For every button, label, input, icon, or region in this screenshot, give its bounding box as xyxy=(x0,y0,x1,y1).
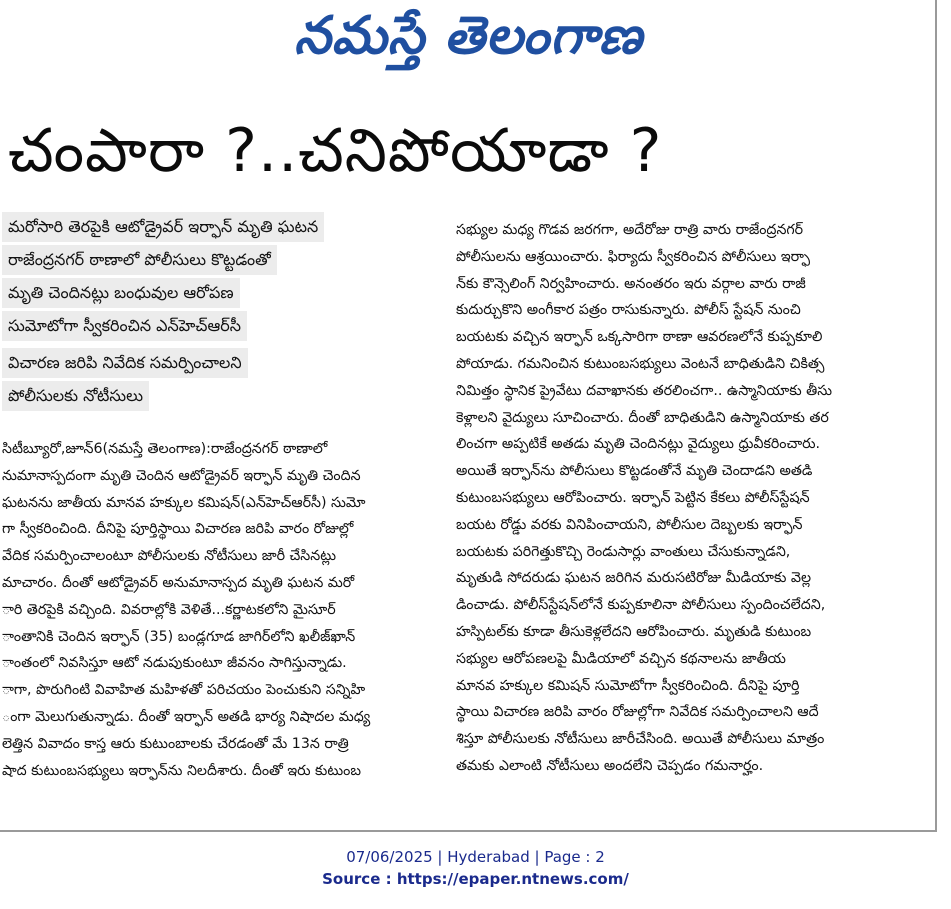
text-line: డించాడు. పోలీస్‌స్టేషన్‌లోనే కుప్పకూలినా పోలీసులు స్పందించలేదని, xyxy=(456,597,826,614)
text-line: గా స్వీకరించింది. దీనిపై పూర్తిస్థాయి విచారణ జరిపి వారం రోజుల్లో xyxy=(2,521,354,538)
dateline: 07/06/2025 | Hyderabad | Page : 2 xyxy=(346,848,605,866)
source-link[interactable]: Source : https://epaper.ntnews.com/ xyxy=(322,870,629,888)
text-line: న్‌కు కౌన్సెలింగ్ నిర్వహించారు. అనంతరం ఇరు వర్గాల వారు రాజీ xyxy=(456,275,806,292)
text-line: అయితే ఇర్ఫాన్‌ను పోలీసులు కొట్టడంతోనే మృతి చెందాడని అతడి xyxy=(456,463,813,480)
text-line: ాగా, పొరుగింటి వివాహిత మహిళతో పరిచయం పెంచుకుని సన్నిహి xyxy=(2,682,366,699)
text-line: కుటుంబసభ్యులు ఆరోపించారు. ఇర్ఫాన్ పెట్టిన కేకలు పోలీస్‌స్టేషన్ xyxy=(456,489,810,506)
page-footer xyxy=(0,846,951,890)
subhead-5: విచారణ జరిపి నివేదిక సమర్పించాలని xyxy=(2,348,248,378)
text-line: నుమానాస్పదంగా మృతి చెందిన ఆటోడ్రైవర్ ఇర్ఫాన్ మృతి చెందిన xyxy=(2,467,361,484)
text-line: షాద కుటుంబసభ్యులు ఇర్ఫాన్‌ను నిలదీశారు. దీంతో ఇరు కుటుంబ xyxy=(2,762,362,779)
subhead-4: సుమోటోగా స్వీకరించిన ఎన్‌హెచ్‌ఆర్‌సీ xyxy=(2,311,247,341)
subhead-6: పోలీసులకు నోటీసులు xyxy=(2,381,149,411)
text-line: సభ్యుల ఆరోపణలపై మీడియాలో వచ్చిన కథనాలను జాతీయ xyxy=(456,650,786,667)
text-line: మృతుడి సోదరుడు ఘటన జరిగిన మరుసటిరోజు మీడియాకు వెల్ల xyxy=(456,570,812,587)
subheadings xyxy=(2,212,440,414)
text-line: లెత్తిన వివాదం కాస్త ఆరు కుటుంబాలకు చేరడంతో మే 13న రాత్రి xyxy=(2,735,349,752)
text-line: ంగా మెలుగుతున్నాడు. దీంతో ఇర్ఫాన్ అతడి భార్య నిషాదల మధ్య xyxy=(2,708,371,725)
article-column-left xyxy=(2,436,440,784)
text-line: ారి తెరపైకి వచ్చింది. వివరాల్లోకి వెళితే...కర్ణాటకలోని మైసూర్ xyxy=(2,601,336,618)
text-line: శిస్తూ పోలీసులకు నోటీసులు జారీచేసింది. అయితే పోలీసులు మాత్రం xyxy=(456,731,825,748)
text-line: సభ్యుల మధ్య గొడవ జరగగా, అదేరోజు రాత్రి వారు రాజేంద్రనగర్ xyxy=(456,222,804,238)
text-line: బయటకు వచ్చిన ఇర్ఫాన్ ఒక్కసారిగా ఠాణా ఆవరణలోనే కుప్పకూలి xyxy=(456,329,823,346)
subhead-1: మరోసారి తెరపైకి ఆటోడ్రైవర్ ఇర్ఫాన్ మృతి ఘటన xyxy=(2,212,324,242)
text-line: వేదిక సమర్పించాలంటూ పోలీసులకు నోటీసులు జారీ చేసినట్లు xyxy=(2,548,337,565)
text-line: సిటీబ్యూరో,జూన్6(నమస్తే తెలంగాణ):రాజేంద్రనగర్ ఠాణాలో xyxy=(2,441,328,457)
text-line: హస్పిటల్‌కు కూడా తీసుకెళ్లలేదని ఆరోపించారు. మృతుడి కుటుంబ xyxy=(456,623,812,640)
article-column-right xyxy=(456,217,932,780)
text-line: లించగా అప్పటికే అతడు మృతి చెందినట్లు వైద్యులు ధ్రువీకరించారు. xyxy=(456,436,820,453)
text-line: బయటకు పరిగెత్తుకొచ్చి రెండుసార్లు వాంతులు చేసుకున్నాడని, xyxy=(456,543,791,560)
text-line: ఘటనను జాతీయ మానవ హక్కుల కమిషన్(ఎన్‌హెచ్ఆర్‌సీ) సుమో xyxy=(2,494,366,511)
text-line: కుదుర్చుకొని అంగీకార పత్రం రాసుకున్నారు. పోలీస్ స్టేషన్ నుంచి xyxy=(456,302,801,319)
text-line: పోలీసులను ఆశ్రయించారు. ఫిర్యాదు స్వీకరించిన పోలీసులు ఇర్ఫా xyxy=(456,248,810,265)
newspaper-masthead xyxy=(0,0,937,78)
subhead-2: రాజేంద్రనగర్ ఠాణాలో పోలీసులు కొట్టడంతో xyxy=(2,245,277,275)
text-line: పోయాడు. గమనించిన కుటుంబసభ్యులు వెంటనే బాధితుడిని చికిత్స xyxy=(456,355,825,372)
text-line: తమకు ఎలాంటి నోటీసులు అందలేని చెప్పడం గమనార్హం. xyxy=(456,757,764,774)
text-line: నిమిత్తం స్థానిక ప్రైవేటు దవాఖానకు తరలించగా.. ఉస్మానియాకు తీసు xyxy=(456,382,833,399)
text-line: బయట రోడ్డు వరకు వినిపించాయని, పోలీసుల దెబ్బలకు ఇర్ఫాన్ xyxy=(456,516,803,533)
article-headline: చంపారా ?..చనిపోయాడా ? xyxy=(8,116,663,186)
text-line: ాంతానికి చెందిన ఇర్ఫాన్ (35) బండ్లగూడ జాగిర్‌లోని ఖలీజ్‌ఖాన్ xyxy=(2,628,356,645)
subhead-3: మృతి చెందినట్లు బంధువుల ఆరోపణ xyxy=(2,278,240,308)
text-line: మాచారం. దీంతో ఆటోడ్రైవర్ అనుమానాస్పద మృతి ఘటన మరో xyxy=(2,574,355,591)
text-line: ాంతంలో నివసిస్తూ ఆటో నడుపుకుంటూ జీవనం సాగిస్తున్నాడు. xyxy=(2,655,347,672)
masthead-logo: నమస్తే తెలంగాణ xyxy=(294,6,643,66)
text-line: కెళ్లాలని వైద్యులు సూచించారు. దీంతో బాధితుడిని ఉస్మానియాకు తర xyxy=(456,409,829,426)
text-line: స్థాయి విచారణ జరిపి వారం రోజుల్లోగా నివేదిక సమర్పించాలని ఆదే xyxy=(456,704,819,721)
text-line: మానవ హక్కుల కమిషన్ సుమోటోగా స్వీకరించింది. దీనిపై పూర్తి xyxy=(456,677,800,694)
